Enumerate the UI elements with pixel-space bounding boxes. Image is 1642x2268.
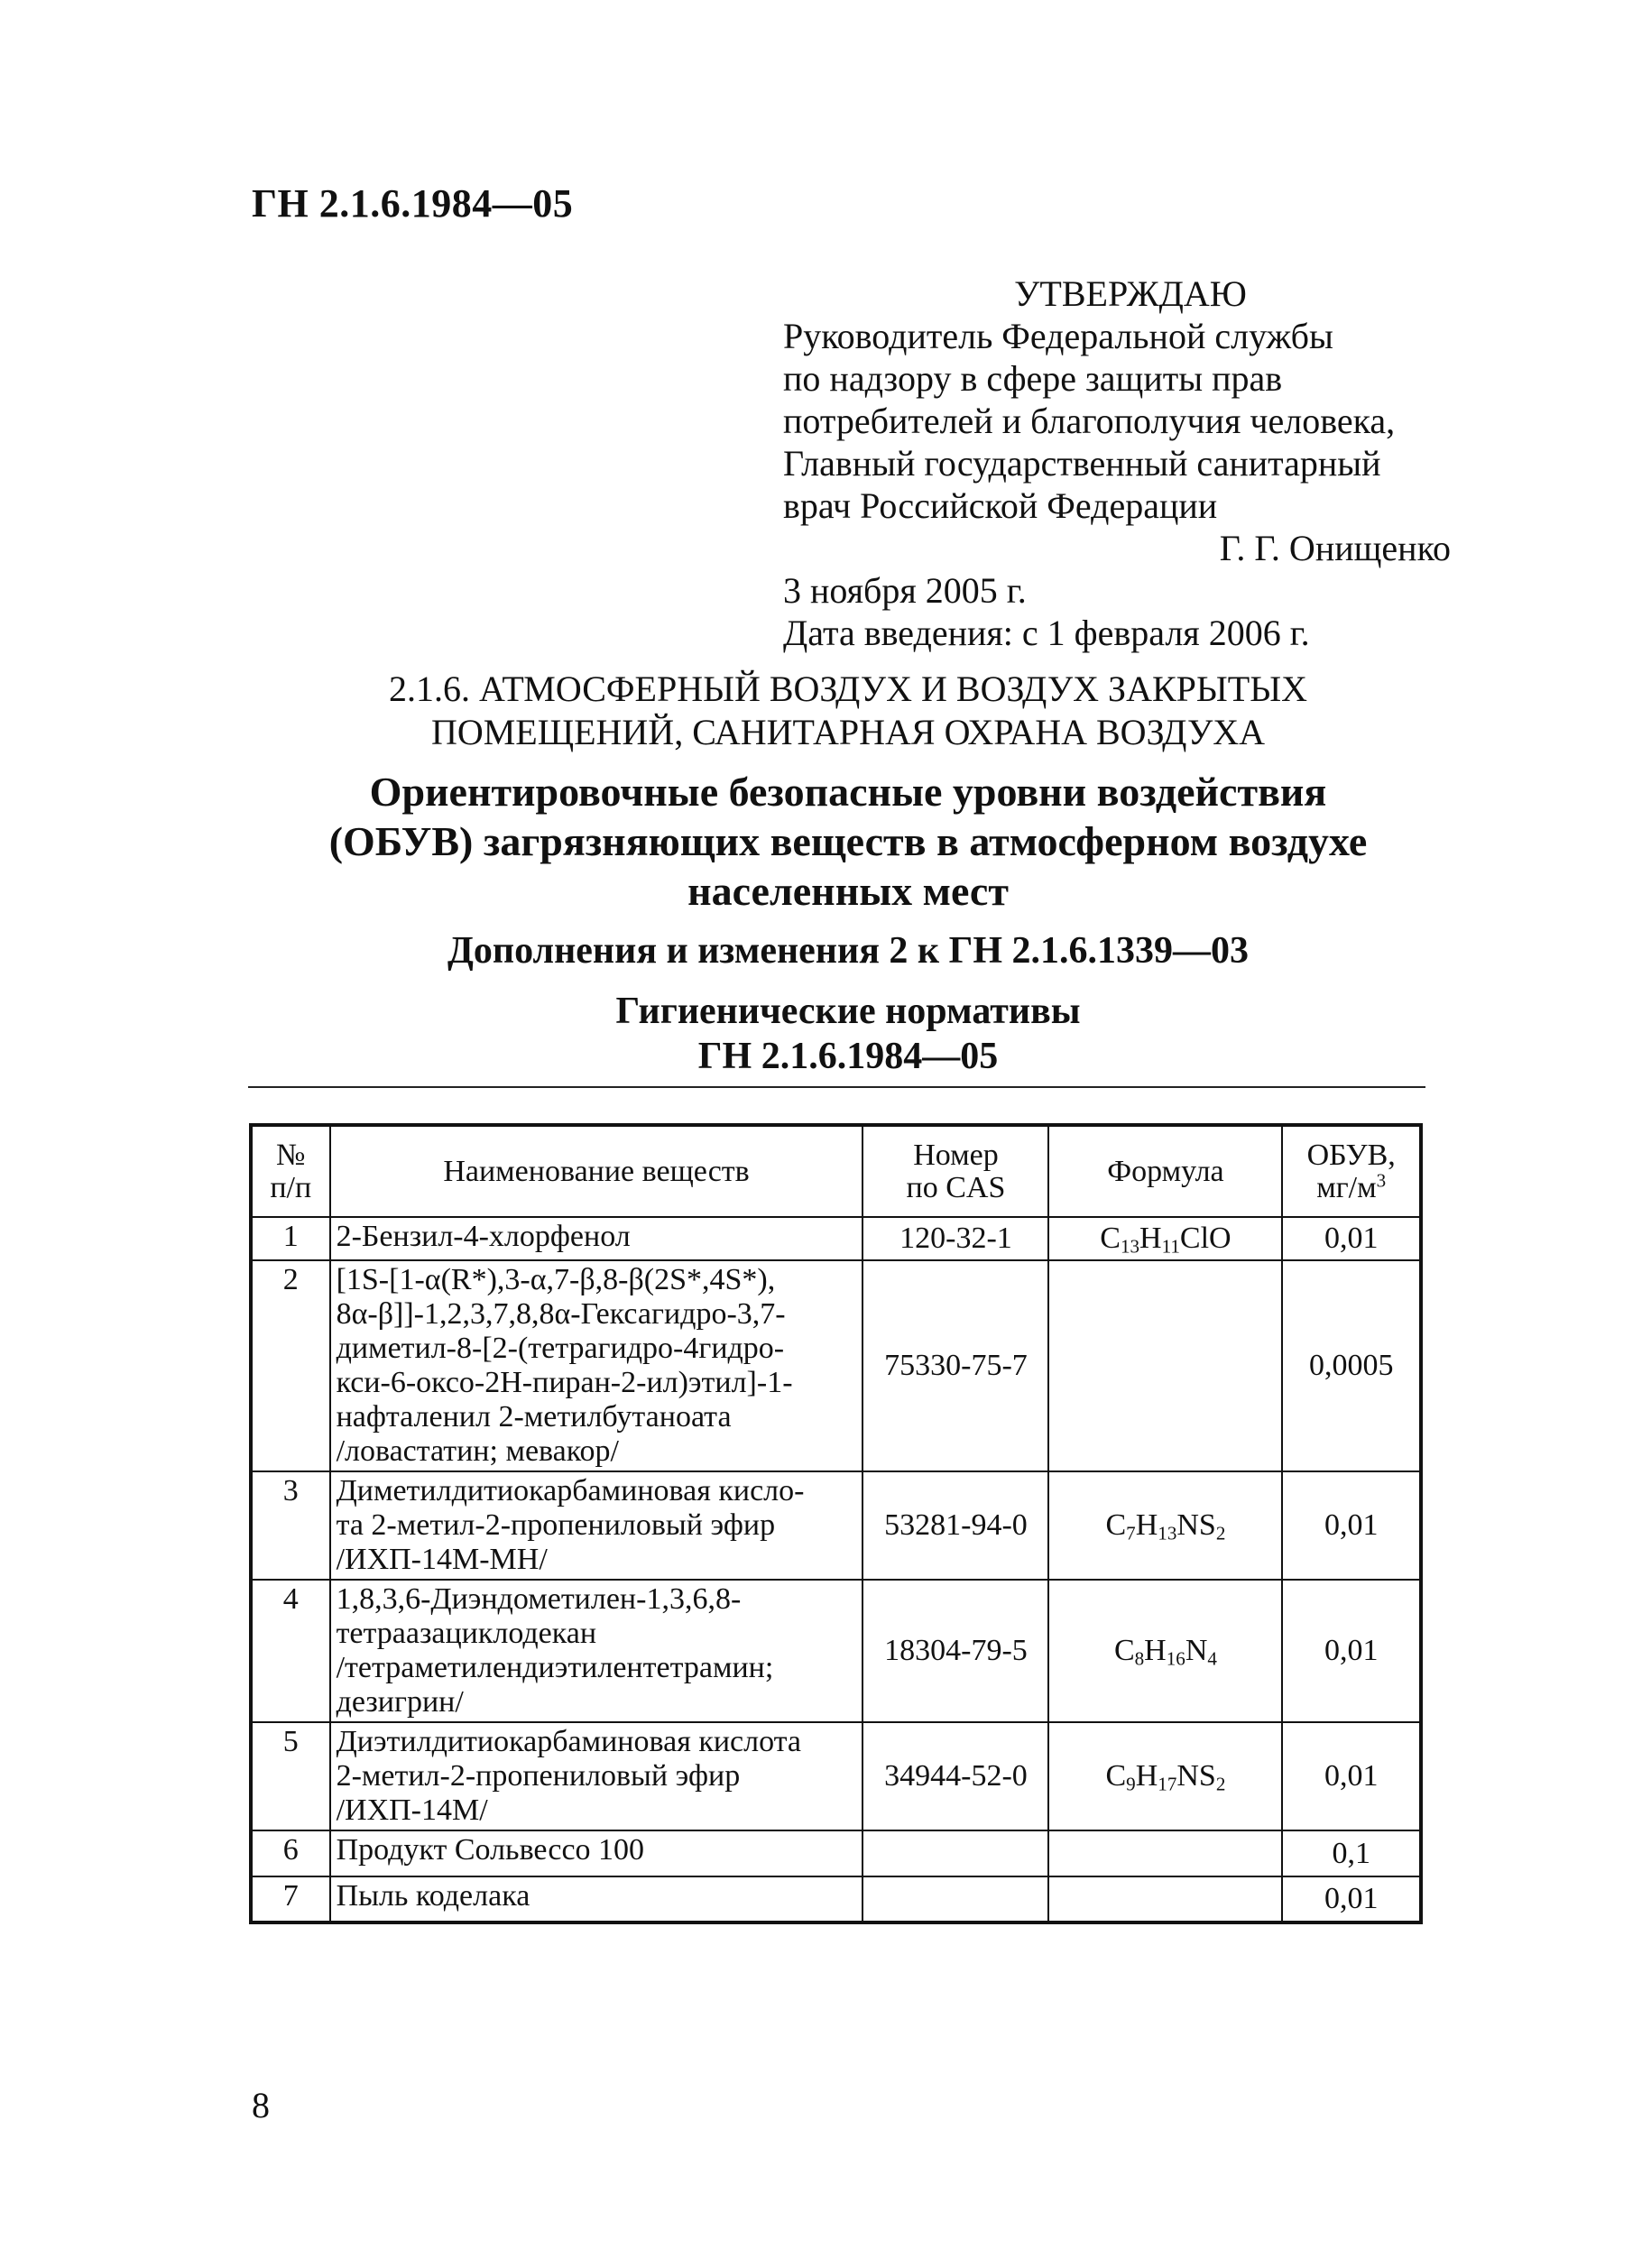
approval-line: Руководитель Федеральной службы	[783, 316, 1333, 356]
formula-element: NS	[1176, 1759, 1216, 1793]
obuv-value: 0,01	[1282, 1471, 1421, 1580]
row-number: 3	[251, 1471, 330, 1580]
formula-subscript: 13	[1120, 1235, 1140, 1258]
chemical-formula	[1048, 1471, 1282, 1580]
substance-name-line: Пыль коделака	[336, 1879, 530, 1913]
row-number: 4	[251, 1580, 330, 1722]
approval-heading: УТВЕРЖДАЮ	[1014, 273, 1247, 314]
substance-name-line: 2-метил-2-пропениловый эфир	[336, 1759, 741, 1793]
norms-code: ГН 2.1.6.1984—05	[697, 1036, 999, 1077]
header-cas-number	[863, 1125, 1048, 1217]
formula-element: C	[1105, 1508, 1127, 1542]
formula-element: H	[1135, 1508, 1158, 1542]
substance-name-line: Диэтилдитиокарбаминовая кислота	[336, 1725, 802, 1758]
formula-element: NS	[1176, 1508, 1216, 1542]
header-number-symbol: №	[276, 1138, 306, 1172]
substance-name-line: Диметилдитиокарбаминовая кисло-	[336, 1474, 805, 1507]
cas-number: 120-32-1	[863, 1217, 1048, 1260]
approval-date: 3 ноября 2005 г.	[783, 570, 1027, 611]
approval-line: Главный государственный санитарный	[783, 443, 1381, 484]
cas-number	[863, 1830, 1048, 1876]
substance-name	[330, 1471, 863, 1580]
document-title	[253, 767, 1444, 916]
obuv-value: 0,0005	[1282, 1260, 1421, 1471]
substance-name-line: 8α-β]]-1,2,3,7,8,8α-Гексагидро-3,7-	[336, 1297, 786, 1331]
substance-name-line: кси-6-оксо-2H-пиран-2-ил)этил]-1-	[336, 1366, 793, 1399]
section-heading-line: 2.1.6. АТМОСФЕРНЫЙ ВОЗДУХ И ВОЗДУХ ЗАКРЫТЫХ	[389, 668, 1307, 709]
header-obuv	[1282, 1125, 1421, 1217]
formula-element: H	[1139, 1222, 1162, 1255]
section-heading-line: ПОМЕЩЕНИЙ, САНИТАРНАЯ ОХРАНА ВОЗДУХА	[430, 712, 1266, 752]
substance-name-line: /ИХП-14М/	[336, 1793, 488, 1827]
chemical-formula	[1048, 1580, 1282, 1722]
formula-element: C	[1113, 1634, 1135, 1667]
substance-name	[330, 1260, 863, 1471]
header-obuv-label: ОБУВ,	[1306, 1138, 1396, 1172]
row-number: 6	[251, 1830, 330, 1876]
substance-name	[330, 1580, 863, 1722]
formula-element: H	[1144, 1634, 1167, 1667]
chemical-formula	[1048, 1217, 1282, 1260]
header-obuv-unit-exponent: 3	[1376, 1168, 1387, 1191]
obuv-value: 0,1	[1282, 1830, 1421, 1876]
approval-line: врач Российской Федерации	[783, 485, 1218, 526]
table-row	[251, 1830, 1421, 1876]
formula-subscript: 17	[1158, 1773, 1177, 1795]
divider-line	[248, 1086, 1425, 1088]
formula-element: C	[1105, 1759, 1127, 1793]
chemical-formula	[1048, 1830, 1282, 1876]
substance-name	[330, 1217, 863, 1260]
approval-line: по надзору в сфере защиты прав	[783, 358, 1283, 399]
table-row	[251, 1580, 1421, 1722]
header-substance-name: Наименование веществ	[330, 1125, 863, 1217]
document-code: ГН 2.1.6.1984—05	[252, 181, 574, 226]
table-row	[251, 1722, 1421, 1830]
approval-line: потребителей и благополучия человека,	[783, 401, 1396, 441]
substance-name-line: 2-Бензил-4-хлорфенол	[336, 1220, 631, 1253]
substance-name-line: /ИХП-14М-МН/	[336, 1543, 548, 1576]
substance-name	[330, 1876, 863, 1922]
signatory-name: Г. Г. Онищенко	[1219, 528, 1451, 568]
header-formula: Формула	[1048, 1125, 1282, 1217]
formula-element: H	[1135, 1759, 1158, 1793]
cas-number: 18304-79-5	[863, 1580, 1048, 1722]
header-cas-line: Номер	[913, 1138, 999, 1172]
formula-subscript: 2	[1215, 1773, 1226, 1795]
header-cas-line: по CAS	[906, 1170, 1006, 1204]
formula-subscript: 7	[1126, 1522, 1136, 1544]
norms-heading	[253, 989, 1444, 1079]
substance-name-line: 1,8,3,6-Диэндометилен-1,3,6,8-	[336, 1582, 742, 1616]
formula-subscript: 2	[1215, 1522, 1226, 1544]
table-row	[251, 1217, 1421, 1260]
effective-date: Дата введения: с 1 февраля 2006 г.	[783, 613, 1310, 653]
header-number	[251, 1125, 330, 1217]
substance-name-line: /тетраметилендиэтилентетрамин;	[336, 1651, 774, 1684]
substance-name-line: тетраазациклодекан	[336, 1617, 597, 1650]
table-row	[251, 1876, 1421, 1922]
substance-name-line: дезигрин/	[336, 1685, 464, 1719]
page-number: 8	[252, 2085, 270, 2125]
norms-line: Гигиенические нормативы	[615, 991, 1081, 1032]
substance-name-line: диметил-8-[2-(тетрагидро-4гидро-	[336, 1332, 785, 1365]
obuv-value: 0,01	[1282, 1580, 1421, 1722]
obuv-value: 0,01	[1282, 1722, 1421, 1830]
obuv-value: 0,01	[1282, 1217, 1421, 1260]
title-line: Ориентировочные безопасные уровни воздействия	[369, 769, 1327, 815]
cas-number: 53281-94-0	[863, 1471, 1048, 1580]
row-number: 2	[251, 1260, 330, 1471]
cas-number: 75330-75-7	[863, 1260, 1048, 1471]
title-line: (ОБУВ) загрязняющих веществ в атмосферном воздухе	[328, 818, 1368, 864]
formula-subscript: 4	[1207, 1647, 1217, 1670]
substance-name-line: нафталенил 2-метилбутаноата	[336, 1400, 732, 1434]
chemical-formula	[1048, 1260, 1282, 1471]
substance-name	[330, 1722, 863, 1830]
formula-element: N	[1185, 1634, 1208, 1667]
addendum-heading: Дополнения и изменения 2 к ГН 2.1.6.1339—03	[447, 930, 1250, 972]
title-line: населенных мест	[687, 868, 1009, 914]
approval-block	[783, 272, 1451, 654]
header-obuv-unit: мг/м	[1316, 1170, 1377, 1204]
table-row	[251, 1471, 1421, 1580]
chemical-formula	[1048, 1876, 1282, 1922]
cas-number	[863, 1876, 1048, 1922]
row-number: 1	[251, 1217, 330, 1260]
formula-subscript: 16	[1166, 1647, 1185, 1670]
row-number: 5	[251, 1722, 330, 1830]
table-header-row	[251, 1125, 1421, 1217]
substance-name-line: /ловастатин; мевакор/	[336, 1434, 619, 1468]
formula-subscript: 8	[1134, 1647, 1145, 1670]
formula-element: C	[1100, 1222, 1121, 1255]
formula-subscript: 13	[1158, 1522, 1177, 1544]
substance-name-line: [1S-[1-α(R*),3-α,7-β,8-β(2S*,4S*),	[336, 1263, 776, 1296]
substance-name-line: та 2-метил-2-пропениловый эфир	[336, 1508, 776, 1542]
formula-element: ClO	[1179, 1222, 1232, 1255]
formula-subscript: 11	[1161, 1235, 1180, 1258]
cas-number: 34944-52-0	[863, 1722, 1048, 1830]
obuv-table	[249, 1123, 1423, 1924]
formula-subscript: 9	[1126, 1773, 1136, 1795]
section-heading	[271, 668, 1425, 754]
chemical-formula	[1048, 1722, 1282, 1830]
substance-name-line: Продукт Сольвессо 100	[336, 1833, 645, 1867]
obuv-value: 0,01	[1282, 1876, 1421, 1922]
header-number-abbr: п/п	[270, 1170, 312, 1204]
row-number: 7	[251, 1876, 330, 1922]
substance-name	[330, 1830, 863, 1876]
table-row	[251, 1260, 1421, 1471]
